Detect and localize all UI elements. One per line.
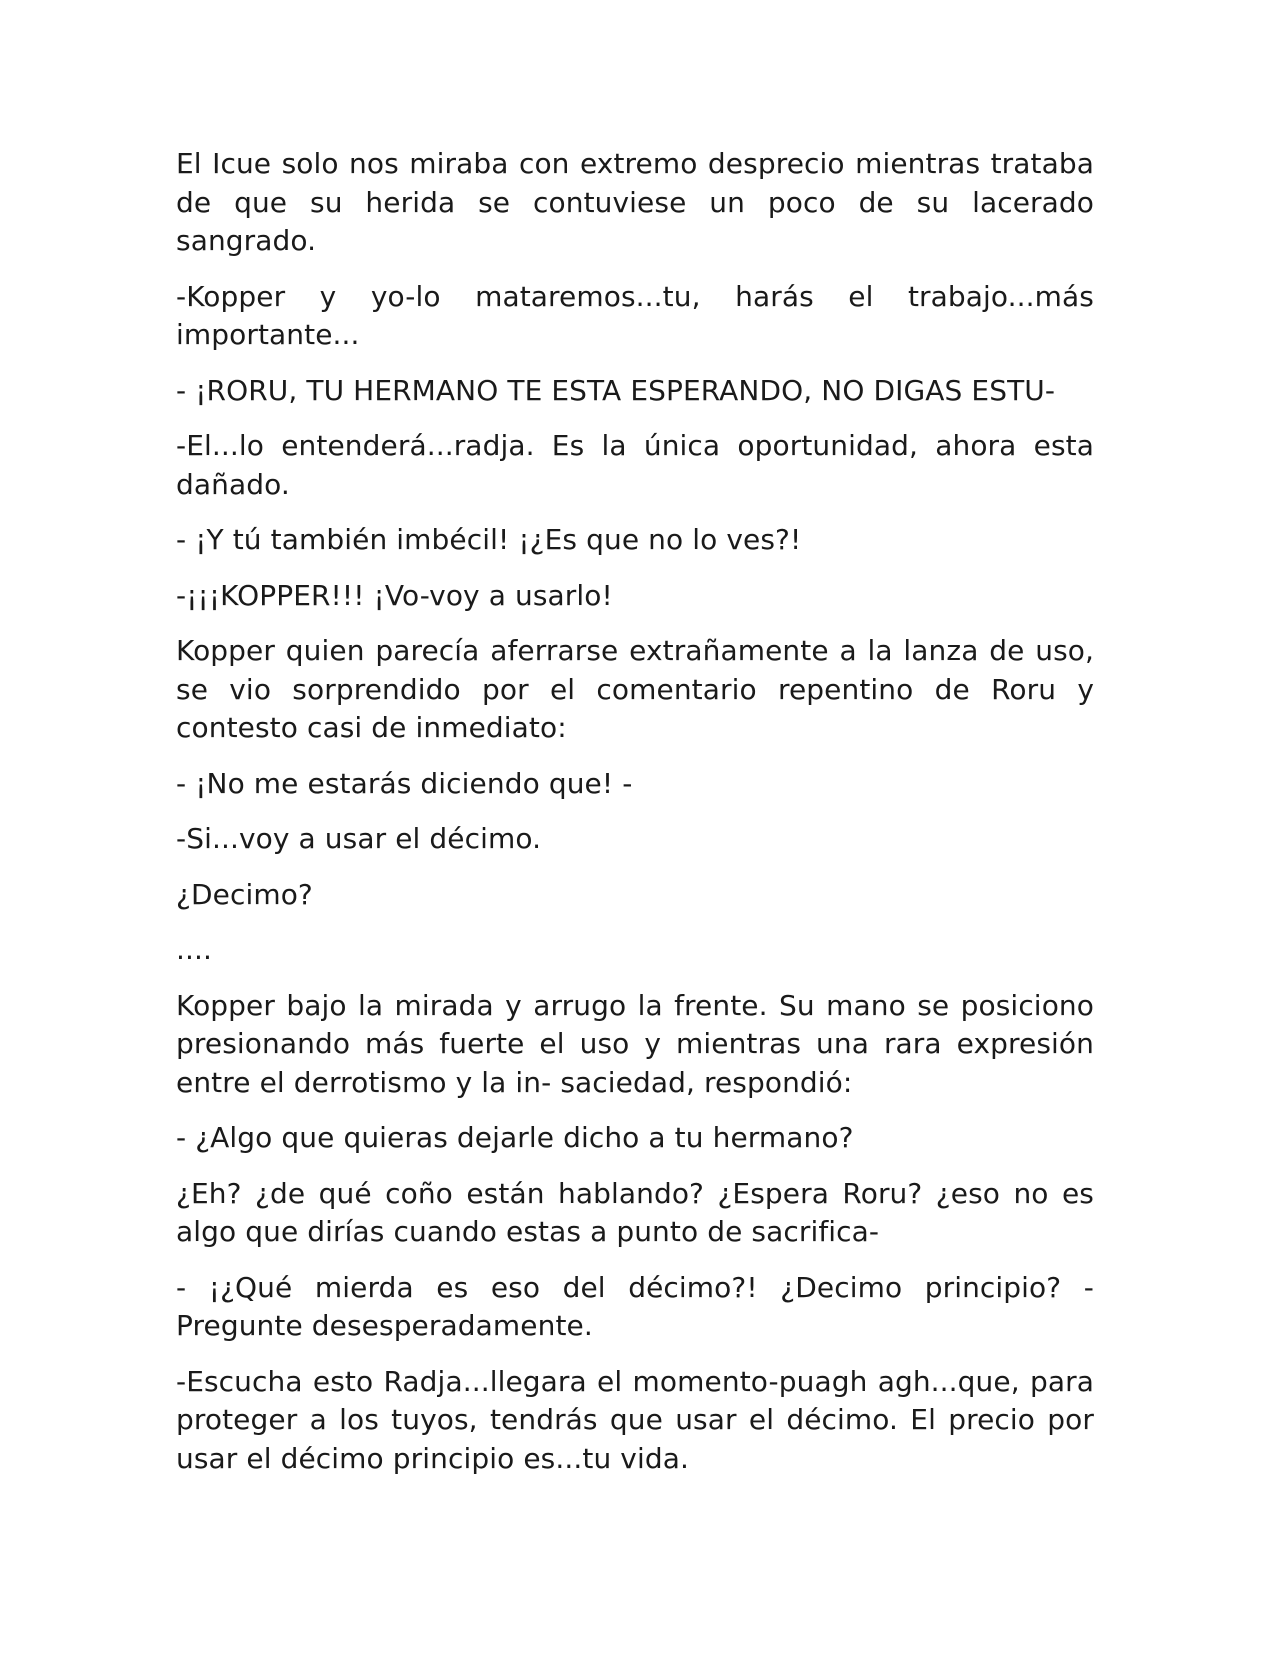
paragraph-9: -Si...voy a usar el décimo. (176, 822, 542, 855)
paragraph-1: El Icue solo nos miraba con extremo desprecio mientras trataba de que su herida se contuviese un poco de su lacerado sangrado. (176, 147, 1094, 257)
paragraph-12: Kopper bajo la mirada y arrugo la frente. Su mano se posiciono presionando más fuerte el uso y mientras una rara expresión entre el derrotismo y la in- saciedad, respondió: (176, 988, 1094, 1099)
paragraph-6: -¡¡¡KOPPER!!! ¡Vo-voy a usarlo! (176, 578, 613, 612)
document-page (176, 145, 1094, 1495)
paragraph-11: .... (176, 933, 213, 966)
paragraph-10: ¿Decimo? (176, 877, 313, 911)
paragraph-3: - ¡RORU, TU HERMANO TE ESTA ESPERANDO, NO DIGAS ESTU- (176, 373, 1056, 407)
paragraph-15: - ¡¿Qué mierda es eso del décimo?! ¿Decimo principio? -Pregunte desesperadamente. (176, 1270, 1094, 1342)
paragraph-8: - ¡No me estarás diciendo que! - (176, 766, 633, 800)
paragraph-13: - ¿Algo que quieras dejarle dicho a tu hermano? (176, 1121, 854, 1154)
paragraph-4: -El...lo entenderá...radja. Es la única oportunidad, ahora esta dañado. (176, 429, 1094, 501)
paragraph-2: -Kopper y yo-lo mataremos...tu, harás el trabajo...más importante... (176, 279, 1094, 351)
paragraph-16: -Escucha esto Radja...llegara el momento-puagh agh...que, para proteger a los tuyos, tendrás que usar el décimo. El precio por usar el décimo principio es...tu vida. (176, 1364, 1094, 1475)
paragraph-7: Kopper quien parecía aferrarse extrañamente a la lanza de uso, se vio sorprendido por el comentario repentino de Roru y contesto casi de inmediato: (176, 634, 1094, 744)
paragraph-5: - ¡Y tú también imbécil! ¡¿Es que no lo ves?! (176, 523, 802, 556)
paragraph-14: ¿Eh? ¿de qué coño están hablando? ¿Espera Roru? ¿eso no es algo que dirías cuando estas a punto de sacrifica- (176, 1176, 1094, 1248)
